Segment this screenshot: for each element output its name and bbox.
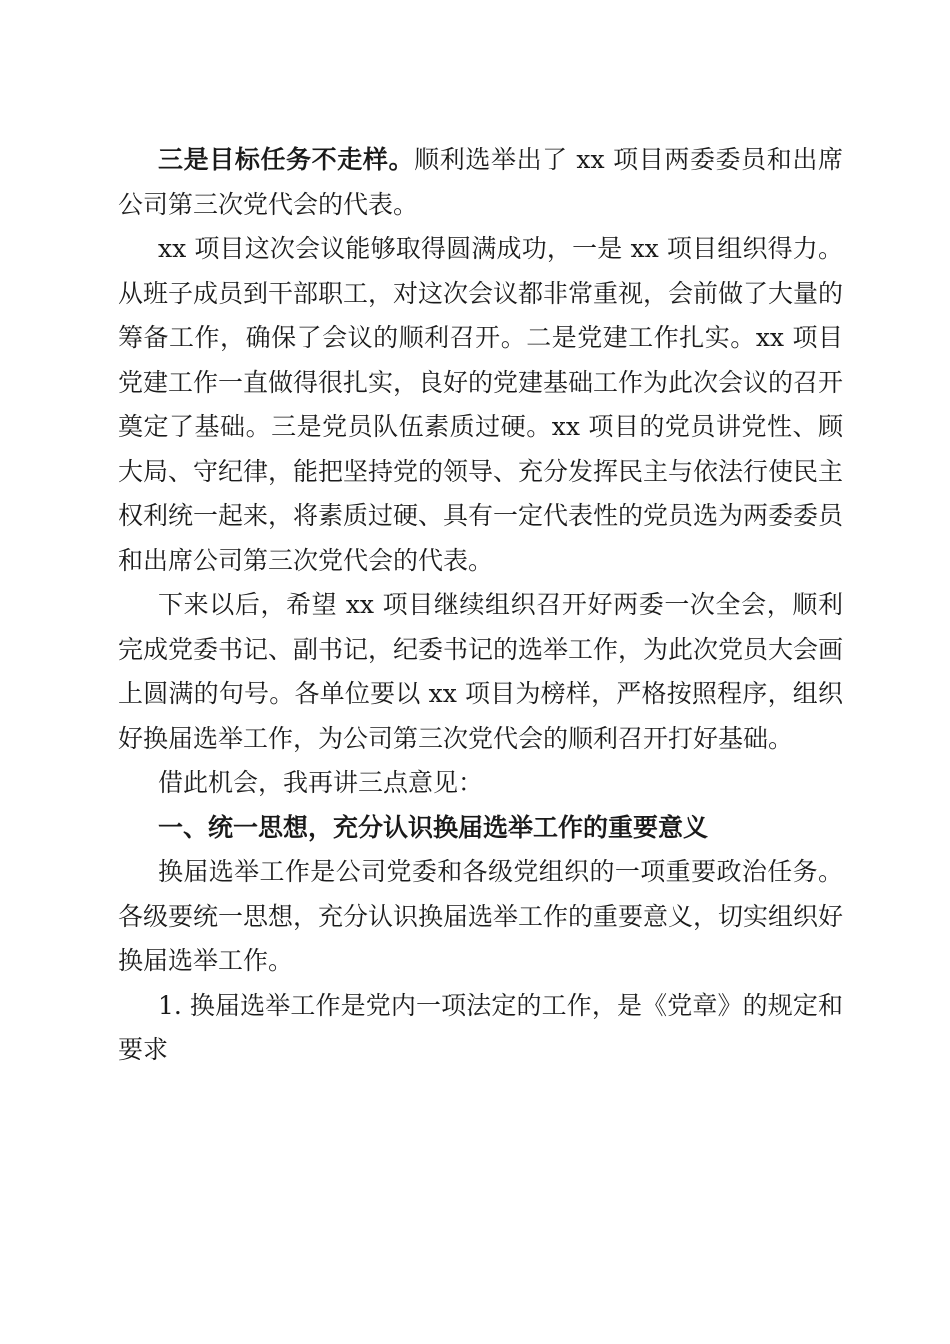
paragraph-3-body: 下来以后，希望 xx 项目继续组织召开好两委一次全会，顺利完成党委书记、副书记，纪委书记的选举工作，为此次党员大会画上圆满的句号。各单位要以 xx 项目为榜样，严格按照程序，组织好换届选举工作，为公司第三次党代会的顺利召开打好基础。: [118, 590, 844, 753]
section-heading-1: [118, 806, 843, 851]
document-page: [118, 138, 843, 1073]
paragraph-4-body: 借此机会，我再讲三点意见：: [158, 768, 484, 797]
paragraph-3: [118, 583, 843, 761]
paragraph-1-lead: 三是目标任务不走样。: [158, 145, 415, 174]
paragraph-2: [118, 227, 843, 583]
paragraph-2-body: xx 项目这次会议能够取得圆满成功，一是 xx 项目组织得力。从班子成员到干部职工，对这次会议都非常重视，会前做了大量的筹备工作，确保了会议的顺利召开。二是党建工作扎实。xx 项目党建工作一直做得很扎实，良好的党建基础工作为此次会议的召开奠定了基础。三是党员队伍素质过硬。xx 项目的党员讲党性、顾大局、守纪律，能把坚持党的领导、充分发挥民主与依法行使民主权利统一起来，将素质过硬、具有一定代表性的党员选为两委委员和出席公司第三次党代会的代表。: [118, 234, 844, 575]
paragraph-4: [118, 761, 843, 806]
paragraph-1: [118, 138, 843, 227]
paragraph-6: [118, 850, 843, 984]
subsection-heading-1-text: 1. 换届选举工作是党内一项法定的工作，是《党章》的规定和要求: [118, 990, 843, 1064]
subsection-heading-1: [118, 984, 843, 1073]
section-heading-1-text: 一、统一思想，充分认识换届选举工作的重要意义: [158, 812, 709, 842]
paragraph-1-body: 顺利选举出了 xx 项目两委委员和出席公司第三次党代会的代表。: [118, 145, 843, 219]
paragraph-6-body: 换届选举工作是公司党委和各级党组织的一项重要政治任务。各级要统一思想，充分认识换届选举工作的重要意义，切实组织好换届选举工作。: [118, 857, 844, 975]
